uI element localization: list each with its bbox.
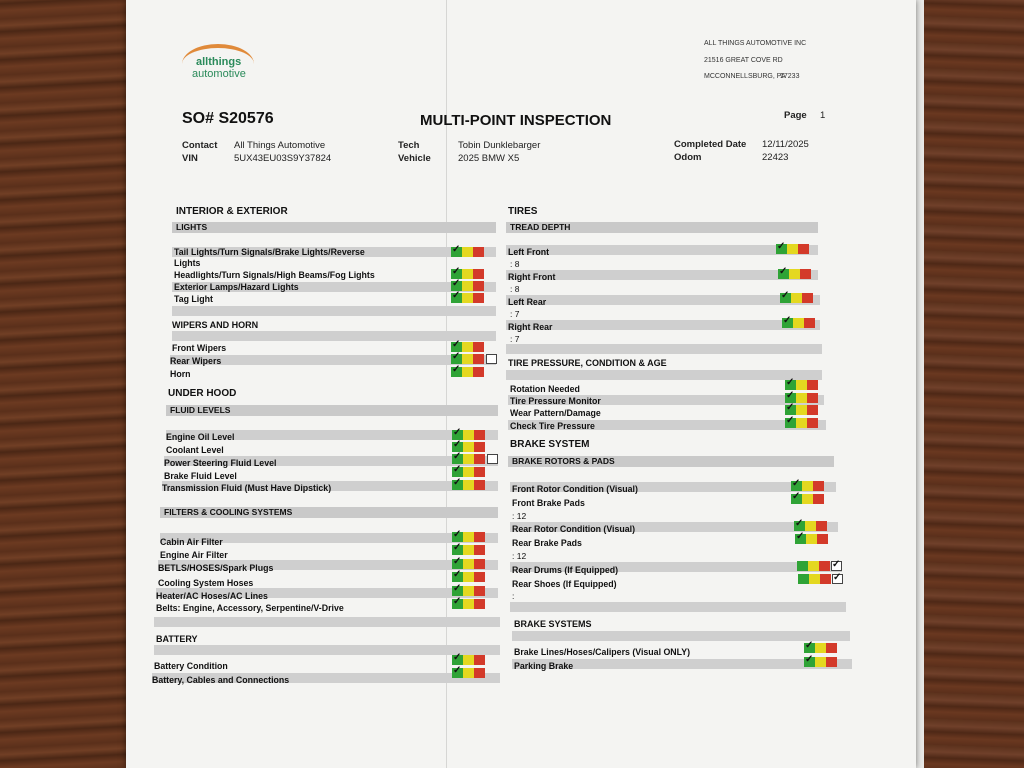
status-rear-rotor: ✓ <box>794 521 827 531</box>
item-cooling-hoses: Cooling System Hoses <box>158 578 254 588</box>
status-power-steering: ✓ <box>452 454 498 464</box>
status-heater-ac: ✓ <box>452 586 485 596</box>
item-parking-brake: Parking Brake <box>514 661 574 671</box>
contact-label: Contact <box>182 140 218 151</box>
status-rear-wipers: ✓ <box>451 354 497 364</box>
status-engine-air: ✓ <box>452 545 485 555</box>
status-cabin-air: ✓ <box>452 532 485 542</box>
item-front-brake-pads: Front Brake Pads <box>512 498 585 508</box>
item-heater-ac: Heater/AC Hoses/AC Lines <box>156 591 268 601</box>
company-name: ALL THINGS AUTOMOTIVE INC <box>704 40 807 47</box>
item-battery-cables: Battery, Cables and Connections <box>152 675 290 685</box>
company-logo: allthings automotive <box>182 40 262 90</box>
status-rear-shoes: ✓ <box>798 574 843 584</box>
status-engine-oil: ✓ <box>452 430 485 440</box>
status-brake-lines: ✓ <box>804 643 837 653</box>
contact-value: All Things Automotive <box>234 140 326 151</box>
band-fluid-levels: FLUID LEVELS <box>166 405 498 416</box>
status-check-tire-pressure: ✓ <box>785 418 818 428</box>
item-rear-wipers: Rear Wipers <box>170 356 222 366</box>
status-parking-brake: ✓ <box>804 657 837 667</box>
value-rear-shoes: : <box>512 591 515 601</box>
value-front-brake-pads: : 12 <box>512 511 527 521</box>
item-rotation-needed: Rotation Needed <box>510 384 580 394</box>
status-rear-brake-pads: ✓ <box>795 534 828 544</box>
heading-brake-systems: BRAKE SYSTEMS <box>514 619 592 629</box>
item-engine-air: Engine Air Filter <box>160 550 228 560</box>
company-zip: 17233 <box>780 73 800 80</box>
item-cabin-air: Cabin Air Filter <box>160 537 223 547</box>
item-right-rear: Right Rear <box>508 322 553 332</box>
tech-label: Tech <box>398 140 420 151</box>
page-label: Page <box>784 110 807 121</box>
band-lights: LIGHTS <box>172 222 496 233</box>
status-left-front: ✓ <box>776 244 809 254</box>
status-left-rear: ✓ <box>780 293 813 303</box>
status-tire-pressure-monitor: ✓ <box>785 393 818 403</box>
band-brake-rotors: BRAKE ROTORS & PADS <box>508 456 834 467</box>
item-transmission-fluid: Transmission Fluid (Must Have Dipstick) <box>162 483 332 493</box>
value-rear-brake-pads: : 12 <box>512 551 527 561</box>
item-headlights: Headlights/Turn Signals/High Beams/Fog Lights <box>174 270 375 280</box>
vin-label: VIN <box>182 153 198 164</box>
inspection-sheet <box>126 0 916 768</box>
page-title: MULTI-POINT INSPECTION <box>420 112 612 129</box>
heading-wipers: WIPERS AND HORN <box>172 320 259 330</box>
section-tires: TIRES <box>508 206 538 217</box>
item-horn: Horn <box>170 369 191 379</box>
status-rear-drums: ✓ <box>797 561 842 571</box>
status-belts-hoses-plugs: ✓ <box>452 559 485 569</box>
vehicle-value: 2025 BMW X5 <box>458 153 520 164</box>
so-number: SO# S20576 <box>182 110 274 127</box>
item-brake-fluid: Brake Fluid Level <box>164 471 237 481</box>
item-check-tire-pressure: Check Tire Pressure <box>510 421 595 431</box>
vin-value: 5UX43EU03S9Y37824 <box>234 153 332 164</box>
status-front-brake-pads: ✓ <box>791 494 824 504</box>
item-wear-pattern: Wear Pattern/Damage <box>510 408 601 418</box>
completed-value: 12/11/2025 <box>762 139 809 150</box>
status-battery-cables: ✓ <box>452 668 485 678</box>
item-right-front: Right Front <box>508 272 556 282</box>
item-left-front: Left Front <box>508 247 550 257</box>
status-coolant: ✓ <box>452 442 485 452</box>
band-filters: FILTERS & COOLING SYSTEMS <box>160 507 498 518</box>
item-front-rotor: Front Rotor Condition (Visual) <box>512 484 638 494</box>
item-exterior-lamps: Exterior Lamps/Hazard Lights <box>174 282 299 292</box>
status-wear-pattern: ✓ <box>785 405 818 415</box>
status-battery-condition: ✓ <box>452 655 485 665</box>
item-rear-brake-pads: Rear Brake Pads <box>512 538 582 548</box>
item-brake-lines: Brake Lines/Hoses/Calipers (Visual ONLY) <box>514 647 691 657</box>
item-tail-lights-cont: Lights <box>174 258 201 268</box>
band-tread-depth: TREAD DEPTH <box>506 222 818 233</box>
section-under-hood: UNDER HOOD <box>168 388 237 399</box>
item-battery-condition: Battery Condition <box>154 661 228 671</box>
status-exterior-lamps: ✓ <box>451 281 484 291</box>
company-city: MCCONNELLSBURG, PA <box>704 73 786 80</box>
heading-tire-pressure: TIRE PRESSURE, CONDITION & AGE <box>508 358 667 368</box>
status-right-rear: ✓ <box>782 318 815 328</box>
status-belts-engine: ✓ <box>452 599 485 609</box>
status-transmission-fluid: ✓ <box>452 480 485 490</box>
status-right-front: ✓ <box>778 269 811 279</box>
status-horn: ✓ <box>451 367 484 377</box>
item-rear-shoes: Rear Shoes (If Equipped) <box>512 579 617 589</box>
item-front-wipers: Front Wipers <box>172 343 227 353</box>
heading-battery: BATTERY <box>156 634 198 644</box>
odom-value: 22423 <box>762 152 789 163</box>
company-street: 21516 GREAT COVE RD <box>704 57 783 64</box>
section-brake-system: BRAKE SYSTEM <box>510 439 590 450</box>
item-tail-lights: Tail Lights/Turn Signals/Brake Lights/Reverse <box>174 247 365 257</box>
value-left-front: : 8 <box>510 259 520 269</box>
item-belts-engine: Belts: Engine, Accessory, Serpentine/V-Drive <box>156 603 344 613</box>
odom-label: Odom <box>674 152 702 163</box>
status-rotation-needed: ✓ <box>785 380 818 390</box>
status-front-rotor: ✓ <box>791 481 824 491</box>
item-coolant: Coolant Level <box>166 445 224 455</box>
item-engine-oil: Engine Oil Level <box>166 432 235 442</box>
item-rear-rotor: Rear Rotor Condition (Visual) <box>512 524 635 534</box>
status-brake-fluid: ✓ <box>452 467 485 477</box>
item-tire-pressure-monitor: Tire Pressure Monitor <box>510 396 601 406</box>
item-power-steering: Power Steering Fluid Level <box>164 458 277 468</box>
page-number: 1 <box>820 110 826 121</box>
section-interior-exterior: INTERIOR & EXTERIOR <box>176 206 288 217</box>
value-right-front: : 8 <box>510 284 520 294</box>
value-right-rear: : 7 <box>510 334 520 344</box>
value-left-rear: : 7 <box>510 309 520 319</box>
status-tail-lights: ✓ <box>451 247 484 257</box>
tech-value: Tobin Dunklebarger <box>458 140 541 151</box>
item-rear-drums: Rear Drums (If Equipped) <box>512 565 619 575</box>
status-cooling-hoses: ✓ <box>452 572 485 582</box>
item-left-rear: Left Rear <box>508 297 547 307</box>
item-tag-light: Tag Light <box>174 294 213 304</box>
completed-label: Completed Date <box>674 139 747 150</box>
status-tag-light: ✓ <box>451 293 484 303</box>
status-front-wipers: ✓ <box>451 342 484 352</box>
item-belts-hoses-plugs: BETLS/HOSES/Spark Plugs <box>158 563 274 573</box>
vehicle-label: Vehicle <box>398 153 431 164</box>
status-headlights: ✓ <box>451 269 484 279</box>
